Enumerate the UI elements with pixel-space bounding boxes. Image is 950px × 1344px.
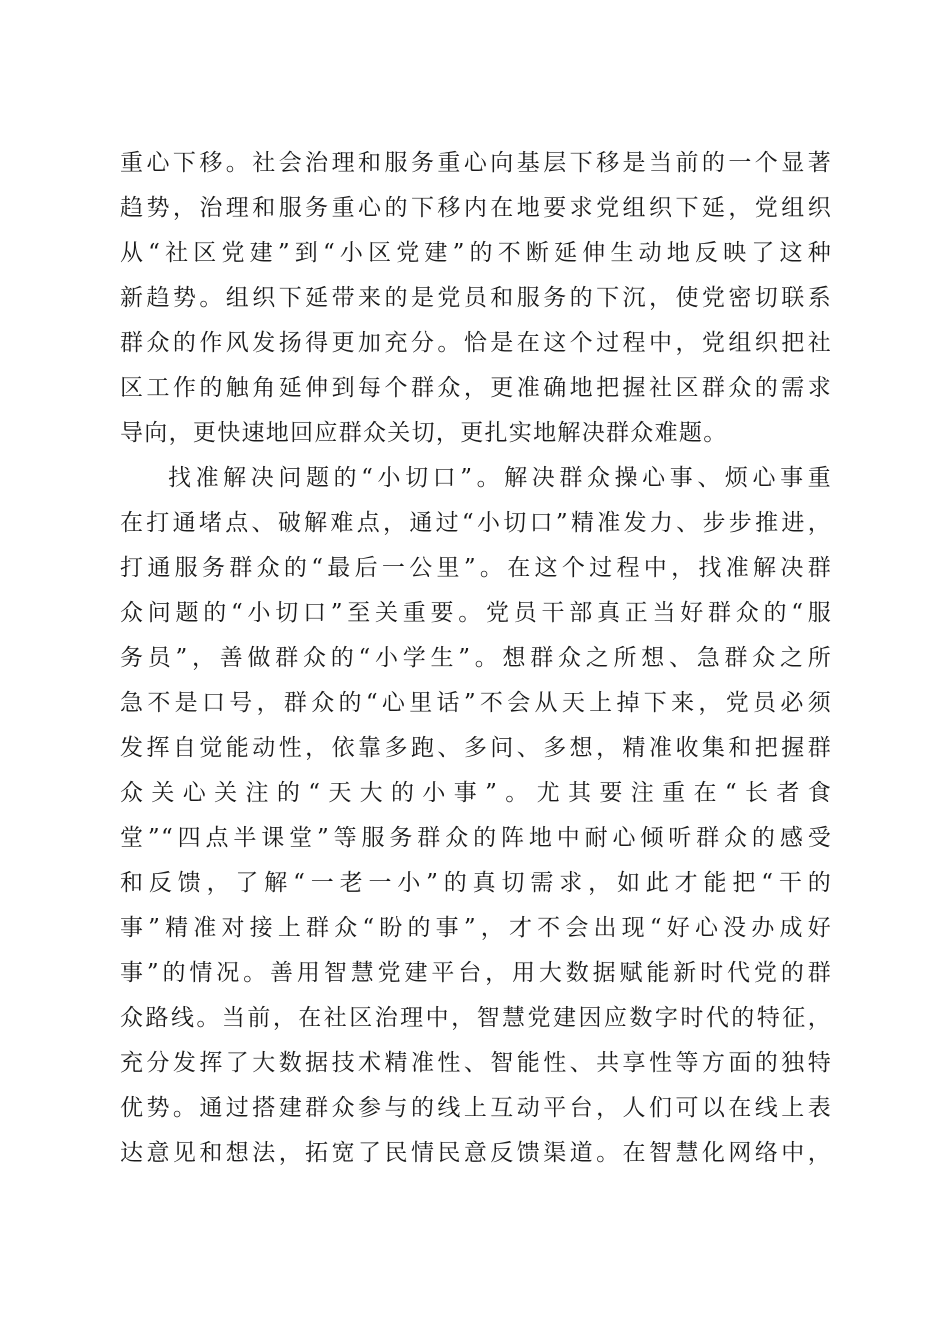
text-line: 优势。通过搭建群众参与的线上互动平台，人们可以在线上表 (120, 1095, 832, 1121)
text-line: 找准解决问题的“小切口”。解决群众操心事、烦心事重 (168, 465, 832, 491)
text-line: 区工作的触角延伸到每个群众，更准确地把握社区群众的需求 (120, 375, 832, 401)
text-line: 众关心关注的“天大的小事”。尤其要注重在“长者食 (120, 780, 832, 806)
text-line: 充分发挥了大数据技术精准性、智能性、共享性等方面的独特 (120, 1050, 832, 1076)
text-line: 事”的情况。善用智慧党建平台，用大数据赋能新时代党的群 (120, 960, 832, 986)
text-line: 重心下移。社会治理和服务重心向基层下移是当前的一个显著 (120, 150, 832, 176)
body-text (120, 141, 832, 1176)
text-line: 群众的作风发扬得更加充分。恰是在这个过程中，党组织把社 (120, 330, 832, 356)
text-line: 新趋势。组织下延带来的是党员和服务的下沉，使党密切联系 (120, 285, 832, 311)
paragraph-1 (120, 141, 832, 456)
text-line: 务员”，善做群众的“小学生”。想群众之所想、急群众之所 (120, 645, 832, 671)
text-line: 事”精准对接上群众“盼的事”，才不会出现“好心没办成好 (120, 915, 832, 941)
text-line: 和反馈，了解“一老一小”的真切需求，如此才能把“干的 (120, 870, 832, 896)
text-line: 打通服务群众的“最后一公里”。在这个过程中，找准解决群 (120, 555, 832, 581)
text-line: 急不是口号，群众的“心里话”不会从天上掉下来，党员必须 (120, 690, 832, 716)
text-line: 众路线。当前，在社区治理中，智慧党建因应数字时代的特征， (120, 1005, 832, 1031)
text-line: 发挥自觉能动性，依靠多跑、多问、多想，精准收集和把握群 (120, 735, 832, 761)
text-line: 堂”“四点半课堂”等服务群众的阵地中耐心倾听群众的感受 (120, 825, 832, 851)
text-line: 达意见和想法，拓宽了民情民意反馈渠道。在智慧化网络中， (120, 1140, 832, 1166)
text-line: 在打通堵点、破解难点，通过“小切口”精准发力、步步推进， (120, 510, 832, 536)
text-line: 趋势，治理和服务重心的下移内在地要求党组织下延，党组织 (120, 195, 832, 221)
text-line: 从“社区党建”到“小区党建”的不断延伸生动地反映了这种 (120, 240, 832, 266)
text-line: 导向，更快速地回应群众关切，更扎实地解决群众难题。 (120, 420, 728, 446)
text-line: 众问题的“小切口”至关重要。党员干部真正当好群众的“服 (120, 600, 832, 626)
paragraph-2 (120, 456, 832, 1176)
